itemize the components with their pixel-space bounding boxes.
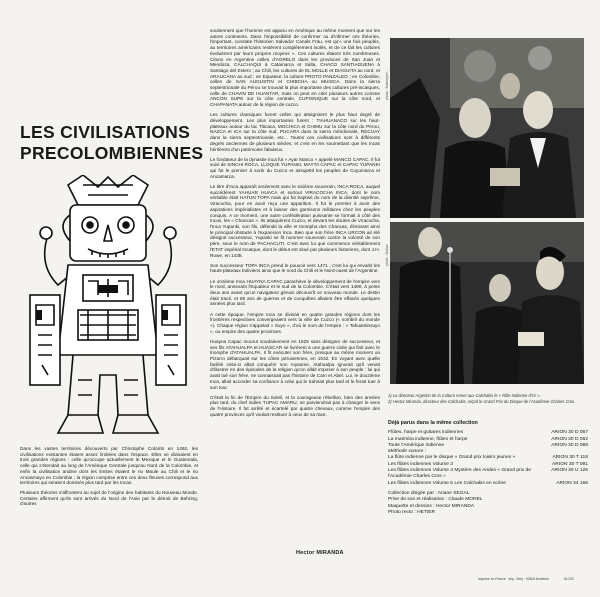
album-title: Les flûtes indiennes Volume 5 Les Calchakis en scène	[388, 480, 506, 486]
intro-text-column	[20, 446, 198, 511]
paragraph: Son successeur TOPA INCA prend le pouvoir vers 1471 ; c'est lui qui envahit les hauts-plateaux boliviens ainsi que le nord du Chili et le Nord-ouest de l'Argentine.	[210, 262, 380, 274]
reference-number: 34.203	[563, 577, 574, 581]
catalog-number: ARION 30 D 057	[551, 430, 588, 436]
paragraph: soutiennent que l'homme est apparu en Amérique au même moment que sur les autres continents. Dans l'impossibilité de confirmer ou d'infirmer ces théories, l'important, constate l'historien Salvador Canals Frau, est qu'« une fois peuplés, au territoires américains restèrent complètement isolés, et de ce fait les cultures évoluèrent par leurs propres moyens ». Ces cultures étaient très nombreuses. Citons en Argentine celles d'AGRELO dans les provinces de San Juan et Mendoza, CALCHAQUI à Catamarca et Salta, CHACO SANTIAGUENA à Santiago del Estero ; au Chili, les cultures de EL MOLLE et DIAGUITA au nord, et ARAUCANA au sud ; en Equateur, la culture PROTO PANZALEO ; en Colombie, celles de SAN AUGUSTIN et CHIBCHA ou MUISCA. Dans la sierra septentrionale du Pérou se trouvait la plus importante des cultures pré-incaïques, celle de CHAVIN DE HUANTAR, mais on peut en citer plusieurs autres comme ANCON SUPE sur la côte centrale, CUPISNIQUE sur la côte nord, et CHAPANATA autour de la région de cuzco.	[210, 28, 380, 108]
photo-credit: photo : Nutmeyer/...	[385, 69, 389, 100]
paragraph: Le onzième Inca HUAYNA CAPAC parachève le développement de l'empire vers le nord, annexant l'Equateur et le sud de la Colombie. C'était vers 1490, à peine deux ans avant qu'un navigateur génois découvrît ce nouveau monde. Le destin était tracé, et 80 ans de guerres et de conquêtes allaient être effacés quelques années plus tard.	[210, 278, 380, 307]
paragraph: Plusieurs théories s'affrontent au sujet de l'origine des habitants du Nouveau Monde. Certains affirment qu'ils sont arrivés du Nord de l'Asie par le détroit de Behring, d'autres	[20, 489, 198, 507]
catalog-number: ARION 30 D 062	[551, 436, 588, 442]
title-line-1: LES CIVILISATIONS	[20, 122, 191, 142]
paragraph: A cette époque, l'empire Inca se divisait en quatre grandes régions dont les frontières respectives convergeaient vers la ville de Cuzco (« nombril du monde »). Chaque région s'appelait « Suyo », d'où le nom de l'empire : « Tahuantinsuyo », ou empire des quatre provinces.	[210, 311, 380, 334]
list-item	[388, 468, 588, 481]
caption-1: 1) Le directeur Argentin de la Culture remet aux Calchakis le « Rôle Indienne d'Or ».	[388, 393, 541, 398]
photo-credit: photo : Dukas	[385, 244, 389, 266]
album-title: Les flûtes indiennes Volume 3	[388, 461, 453, 467]
title-line-2: PRECOLOMBIENNES	[20, 143, 204, 163]
paragraph: Le titre d'Inca apparaît seulement avec le sixième souverain, INCA ROCA, auquel succédèrent YAHUAR HUACA et surtout VIRACOCHA INCA, dont le nom véritable était HATUN TOPA mais qui fut baptisé du nom de la divinité suprême, Viracocha, pour en avoir reçu une apparition. Il fut le premier à avoir des aspirations impérialistes et à laisser des garnisons militaires chez les peuples conquis. A ce moment, une autre confédération puissante se formait à côté des Incas, les « Chancas ». Ils attaquèrent Cuzco, et devant les doutes de Viracocha, l'Inca Yupanki, son fils, défendit la ville et triompha des Chancas, éliminant ainsi le principal obstacle à l'expansion Inca. Bien que son frère INCA URCON ait été désigné successeur, Yupanki se fit nommer souverain contre la volonté de son père, sous le nom de PACHACUTI. C'est avec lui que commence véritablement l'ETAT impérial Incaïque, dont le début est situé par plusieurs historiens, dont J.H. Rowe, en 1438.	[210, 184, 380, 258]
page-title	[20, 122, 220, 164]
inca-figure-illustration	[28, 175, 188, 440]
paragraph: Les cultures classiques furent celles qui atteignirent le plus haut degré de développement. Les plus importantes furent : TIAHUANACO sur les haut-plateaux autour du lac Titicaca, MOCHICA et CHIMU sur la côte nord du Pérou, NAZCA et ICA sur la côte sud, PUCARA dans la sierra méridionale, RECUAY dans la sierra septentrionale, etc... Toutes ces civilisations sont à différents degrés anciennes de plusieurs siècles, et c'est en les soumettant que les Incas héritèrent d'un patrimoine fabuleux.	[210, 112, 380, 152]
caption-2: 2) Hector Miranda, directeur des Calchakis, reçoit le Grand Prix du Disque de l'Académie Charles Cros.	[388, 399, 576, 405]
paragraph: Le fondateur de la dynastie Inca fut « Ayar Manco » appelé MANCO CAPAC. Il fut suivi de SINCHI ROCA, LLOQUE YUPANKI, MAYTA CAPAC et CAPAC YUPANKI qui fut le premier à sortir du Cuzco et assujettit les peuples de Cuyumarca et Ancamarca.	[210, 156, 380, 179]
album-title: Les flûtes indiennes Volume 4 Mystère des Andes « Grand prix de l'Académie Charles Cros »	[388, 468, 531, 480]
discography-list	[388, 420, 588, 516]
grand-prix-photo	[390, 222, 584, 384]
album-title: Toute l'Amérique indienne	[388, 442, 445, 448]
award-ceremony-photo	[390, 38, 584, 218]
album-title: La marimba indienne, flûtes et harpe	[388, 436, 468, 442]
catalog-number: ARION 30 U 126	[551, 468, 588, 474]
catalog-number: ARION 30 T 091	[552, 461, 588, 467]
printer-info: Imprimé en France · Imp. Obry · 92600 Asnières	[478, 577, 549, 581]
discography-subheading: Méthode sonore :	[388, 449, 427, 455]
author-signature: Hector MIRANDA	[296, 550, 344, 556]
catalog-number: ARION 30 D 069	[551, 442, 588, 448]
paragraph: C'était la fin de l'Empire du Soleil, et la courageuse rébellion, bien des années plus tard, du chef indien TUPAC AMARU, ne parviendrait pas à changer le sens de l'Histoire. Il fut arrêté et écartelé par quatre chevaux, comme l'empire des quatre provinces qu'il voulait restituer à ceux de sa race.	[210, 394, 380, 417]
printer-footer	[478, 577, 574, 581]
credit-line: Collection dirigée par : Ariane SEGAL	[388, 490, 470, 496]
production-credits	[388, 491, 588, 516]
catalog-number: ARION 30 T 118	[552, 455, 588, 461]
paragraph: Huayna Capac mourut soudainement en 1525 sans désigner de successeur, et ses fils ATAHUALPA et HUASCAR se livrèrent à une guerre civile qui finit avec le triomphe d'ATAHUALPA. Il fit exécuter son frère, presque au même moment où Pizarro débarquait sur les côtes péruviennes, en 1532. En voyant avec quelle facilité celui-ci allait conquérir son royaume, Atahualpa ignorait qu'il venait d'illustrer en des épisodes de la religion qu'on allait imposer à son peuple : lui qui avait tué son frère, ne connaissait pas l'histoire de Caïn et Abel. Lui, le douzième Inca, allait accorder sa confiance à celui qui le trahirait plus tard et le ferait tuer à son tour.	[210, 338, 380, 390]
credit-line: Prise de son et réalisation : Claude MOREL	[388, 497, 483, 503]
album-title: Flûtes, harpe et guitares indiennes	[388, 430, 464, 436]
credit-line: Maquette et dessins : Hector MIRANDA	[388, 503, 475, 509]
photo-captions	[388, 393, 588, 405]
catalog-number: ARION 34 156	[556, 480, 588, 486]
album-title: La flûte indienne par le disque « Grand prix loisirs jeunes »	[388, 455, 516, 461]
paragraph: Dans les vastes territoires découverts par Christophe Colomb en 1492, les civilisations existantes étaient assez limitées dans l'espace. Elles se divisaient en trois grandes régions : celle qu'occupe actuellement le Mexique et le Guatemala, celle qui s'étendait au long de l'Amérique Centrale jusqu'au Nord de la Colombie, et enfin la civilisation andine dont les limites étaient le rio Maule au Chili et le rio Ancasmayo en Colombie ; la région comprise entre ces deux fleuves correspond aux territoires qui seraient dominés plus tard par les Incas.	[20, 446, 198, 486]
discography-heading: Déjà parus dans la même collection	[388, 420, 478, 426]
list-item	[388, 481, 588, 487]
credit-line: Photo recto : HETIER	[388, 509, 436, 515]
article-text-column	[210, 28, 380, 422]
